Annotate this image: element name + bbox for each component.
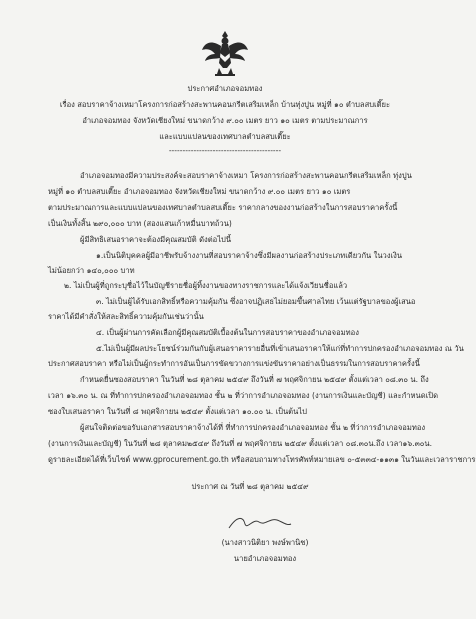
- contact-line-1: ผู้สนใจติดต่อขอรับเอกสารสอบราคาจ้างได้ที่ ที่ทำการปกครองอำเภอจอมทอง ชั้น ๒ ที่ว่าการอำเภอจอมทอง: [80, 423, 426, 432]
- body-line-4: เป็นเงินทั้งสิ้น ๒๙๐,๐๐๐ บาท (สองแสนเก้าหมื่นบาทถ้วน): [48, 219, 232, 228]
- qualification-1-cont: ไม่น้อยกว่า ๑๔๐,๐๐๐ บาท: [48, 266, 135, 275]
- org-heading: ประกาศอำเภอจอมทอง: [187, 84, 263, 93]
- qualification-3-cont: ราคาได้มีคำสั่งให้สละสิทธิ์ความคุ้มกันเช่นว่านั้น: [48, 312, 204, 321]
- qualification-5: ๕.ไม่เป็นผู้มีผลประโยชน์ร่วมกันกับผู้เสนอราคารายอื่นที่เข้าเสนอราคาให้แก่ที่ทำการปกครองอำเภอจอมทอง ณ วัน: [96, 344, 464, 353]
- qualification-5-cont: ประกาศสอบราคา หรือไม่เป็นผู้กระทำการอันเป็นการขัดขวางการแข่งขันราคาอย่างเป็นธรรมในการสอบราคาครั้งนี้: [48, 359, 420, 368]
- qualification-3: ๓. ไม่เป็นผู้ได้รับเอกสิทธิ์หรือความคุ้มกัน ซึ่งอาจปฏิเสธไม่ยอมขึ้นศาลไทย เว้นแต่รัฐบาลของผู้เสนอ: [96, 297, 416, 306]
- submission-line-3: ซองใบเสนอราคา ในวันที่ ๘ พฤศจิกายน ๒๕๔๙ ตั้งแต่เวลา ๑๐.๐๐ น. เป็นต้นไป: [48, 407, 307, 416]
- qualification-4: ๔. เป็นผู้ผ่านการคัดเลือกผู้มีคุณสมบัติเบื้องต้นในการสอบราคาของอำเภอจอมทอง: [96, 328, 359, 337]
- subject-line-2: อำเภอจอมทอง จังหวัดเชียงใหม่ ขนาดกว้าง ๙.๐๐ เมตร ยาว ๑๐ เมตร ตามประมาณการ: [82, 116, 368, 125]
- submission-line-1: กำหนดยื่นซองสอบราคา ในวันที่ ๒๘ ตุลาคม ๒๕๔๙ ถึงวันที่ ๗ พฤศจิกายน ๒๕๔๙ ตั้งแต่เวลา ๐๘.๓๐ น. ถึง: [80, 375, 429, 384]
- subject-line-3: และแบบแปลนของเทศบาลตำบลสบเตี๊ยะ: [159, 132, 291, 141]
- contact-line-3: ดูรายละเอียดได้ที่เว็บไซต์ www.gprocurement.go.th หรือสอบถามทางโทรศัพท์หมายเลข ๐-๕๓๓๔-๑๑๓๑ ในวันและเวลาราชการ: [48, 455, 476, 464]
- signature-mark: [225, 512, 295, 534]
- signatory-position: นายอำเภอจอมทอง: [233, 554, 297, 563]
- divider-rule: -----------------------------------------: [168, 146, 282, 155]
- subject-line-1: เรื่อง สอบราคาจ้างเหมาโครงการก่อสร้างสะพานคอนกรีตเสริมเหล็ก บ้านทุ่งปูน หมู่ที่ ๑๐ ตำบลสบเตี๊ยะ: [59, 100, 391, 109]
- qualification-1: ๑.เป็นนิติบุคคลผู้มีอาชีพรับจ้างงานที่สอบราคาจ้างซึ่งมีผลงานก่อสร้างประเภทเดียวกัน ในวงเงิน: [96, 251, 403, 260]
- garuda-emblem-icon: [200, 28, 250, 78]
- contact-line-2: (งานการเงินและบัญชี) ในวันที่ ๒๘ ตุลาคม๒๕๔๙ ถึงวันที่ ๗ พฤศจิกายน ๒๕๔๙ ตั้งแต่เวลา ๐๘.๓๐น.ถึง เวลา๑๖.๓๐น.: [48, 439, 433, 448]
- body-line-3: ตามประมาณการและแบบแปลนของเทศบาลตำบลสบเตี๊ยะ ราคากลางของงานก่อสร้างในการสอบราคาครั้งนี้: [48, 203, 398, 212]
- qualification-2: ๒. ไม่เป็นผู้ที่ถูกระบุชื่อไว้ในบัญชีรายชื่อผู้ทิ้งงานของทางราชการและได้แจ้งเวียนชื่อแล้ว: [64, 281, 348, 290]
- body-line-2: หมู่ที่ ๑๐ ตำบลสบเตี๊ยะ อำเภอจอมทอง จังหวัดเชียงใหม่ ขนาดกว้าง ๙.๐๐ เมตร ยาว ๑๐ เมตร: [48, 187, 351, 196]
- announcement-date: ประกาศ ณ วันที่ ๒๘ ตุลาคม ๒๕๔๙: [191, 482, 309, 491]
- submission-line-2: เวลา ๑๖.๓๐ น. ณ ที่ทำการปกครองอำเภอจอมทอง ชั้น ๒ ที่ว่าการอำเภอจอมทอง (งานการเงินและบัญชี) และกำหนดเปิด: [48, 391, 439, 400]
- qualification-heading: ผู้มีสิทธิเสนอราคาจะต้องมีคุณสมบัติ ดังต่อไปนี้: [80, 235, 232, 244]
- body-line-1: อำเภอจอมทองมีความประสงค์จะสอบราคาจ้างเหมา โครงการก่อสร้างสะพานคอนกรีตเสริมเหล็ก ทุ่งปูน: [80, 171, 412, 180]
- signatory-name: (นางสาวนิติยา พงษ์พานิช): [221, 538, 309, 547]
